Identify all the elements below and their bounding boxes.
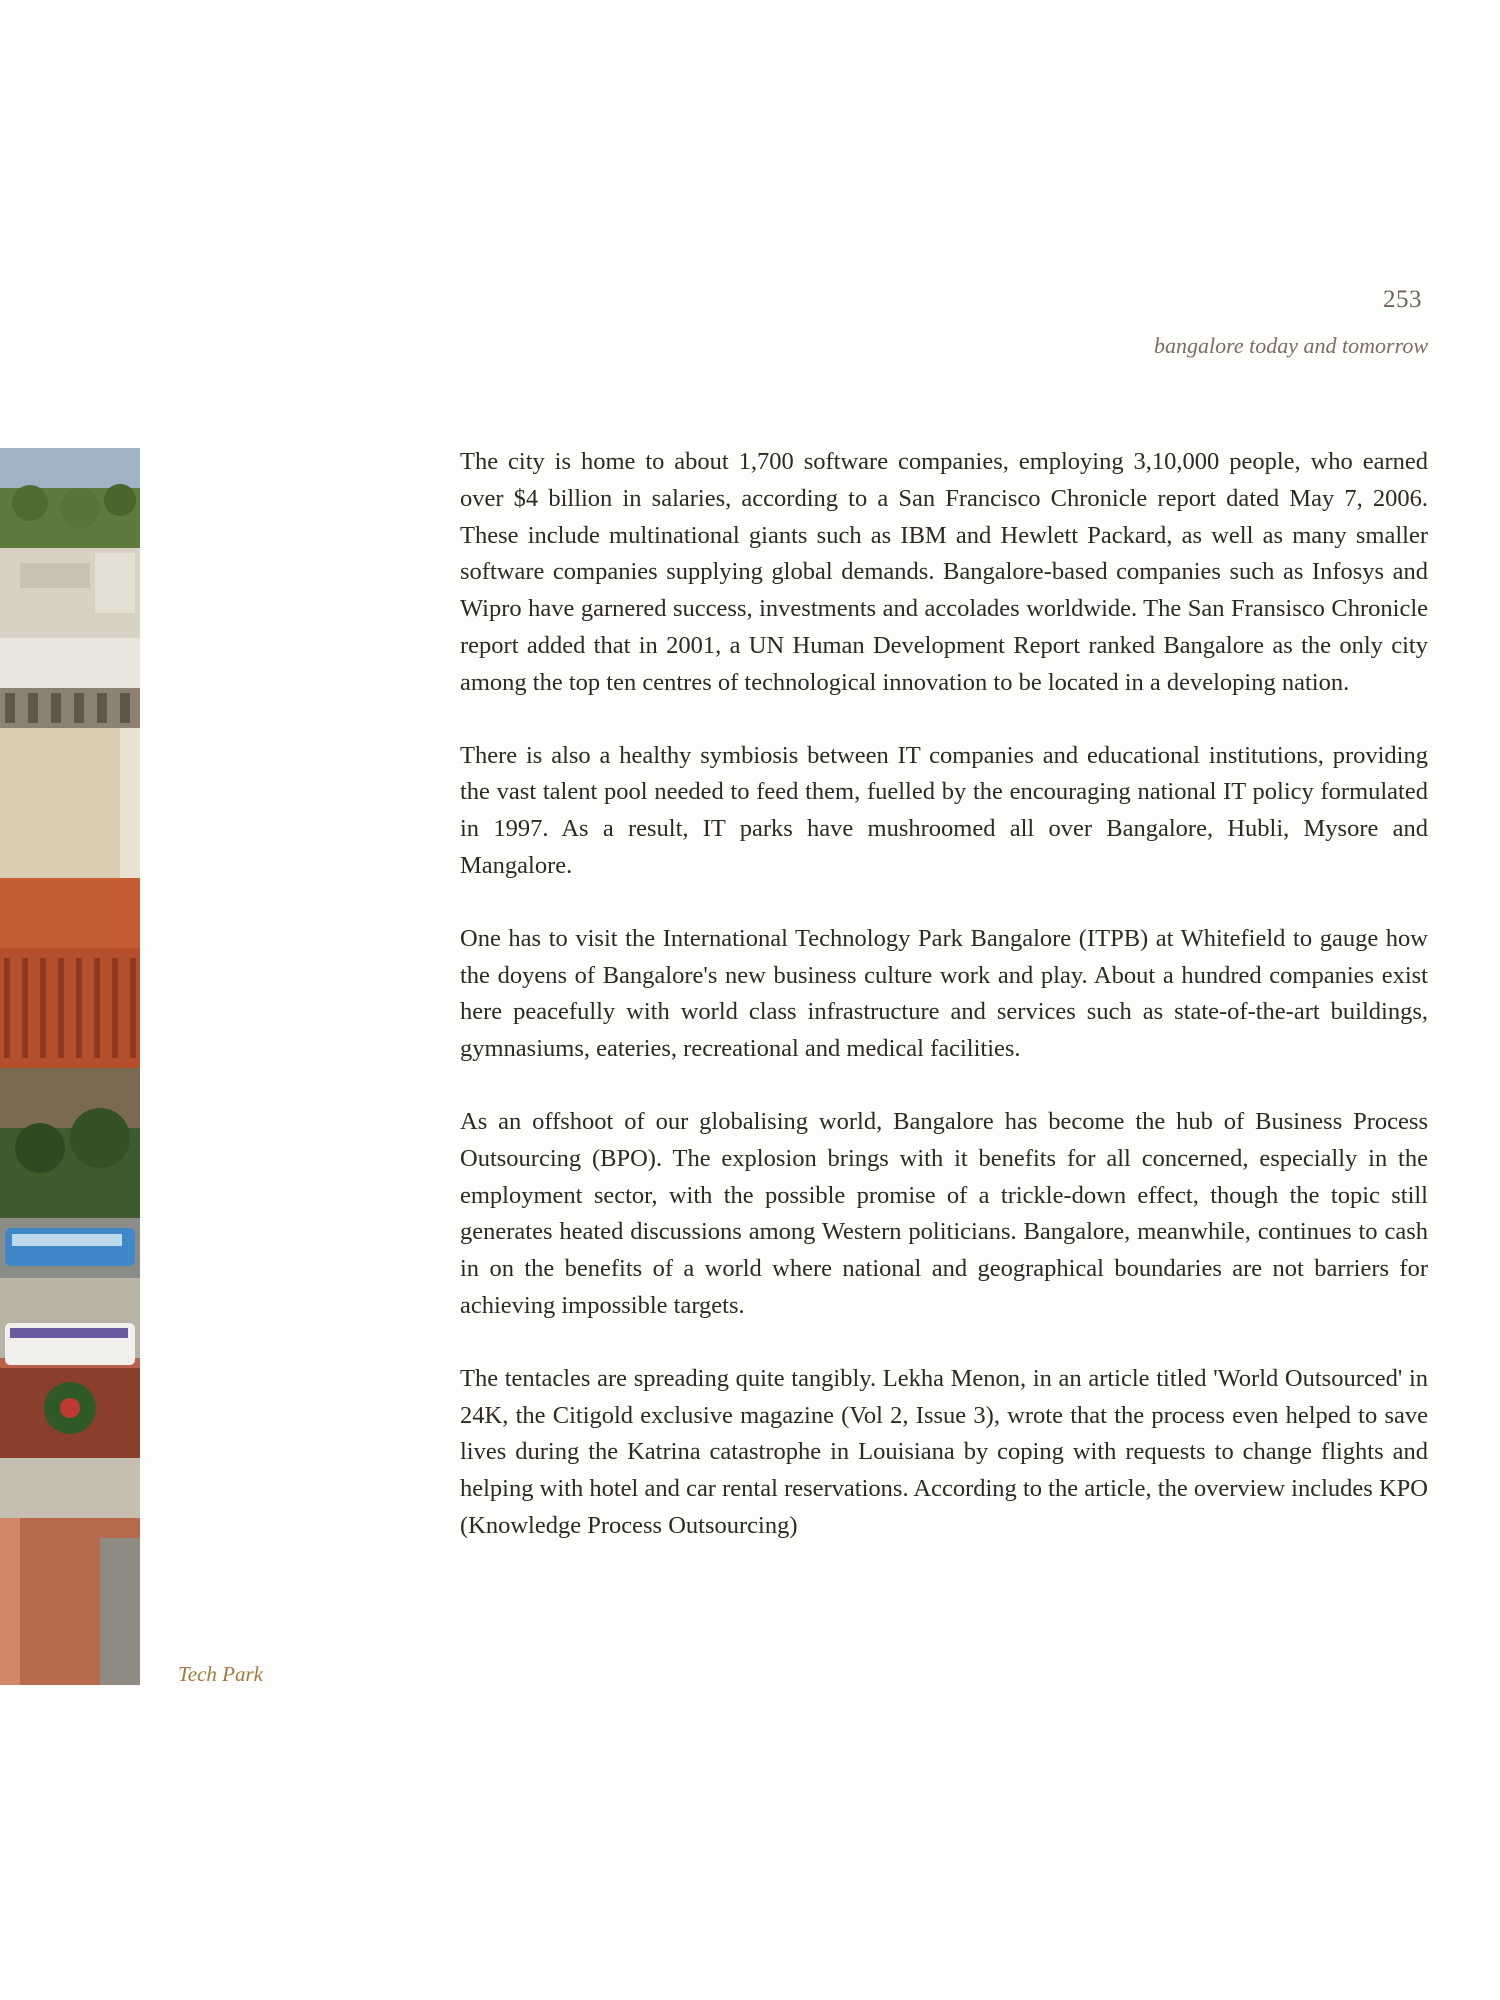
paragraph: As an offshoot of our globalising world, Bangalore has become the hub of Business Process Outsourcing (BPO). The explosion brings with it benefits for all concerned, especially in the employment sector, with the possible promise of a trickle-down effect, though the topic still generates heated discussions among Western politicians. Bangalore, meanwhile, continues to cash in on the benefits of a world where national and geographical boundaries are not barriers for achieving impossible targets. xyxy=(460,1107,1428,1319)
article-body xyxy=(460,444,1428,1581)
photo-caption: Tech Park xyxy=(178,1662,263,1686)
paragraph: The city is home to about 1,700 software companies, employing 3,10,000 people, who earned over $4 billion in salaries, according to a San Francisco Chronicle report dated May 7, 2006. These include multinational giants such as IBM and Hewlett Packard, as well as many smaller software companies supplying global demands. Bangalore-based companies such as Infosys and Wipro have garnered success, investments and accolades worldwide. The San Fransisco Chronicle report added that in 2001, a UN Human Development Report ranked Bangalore as the only city among the top ten centres of technological innovation to be located in a developing nation. xyxy=(460,448,1428,696)
running-head: bangalore today and tomorrow xyxy=(1154,333,1428,358)
paragraph: There is also a healthy symbiosis between IT companies and educational institutions, providing the vast talent pool needed to feed them, fuelled by the encouraging national IT policy formulated in 1997. As a result, IT parks have mushroomed all over Bangalore, Hubli, Mysore and Mangalore. xyxy=(460,741,1428,879)
page-number: 253 xyxy=(1383,286,1422,313)
paragraph: The tentacles are spreading quite tangibly. Lekha Menon, in an article titled 'World Outsourced' in 24K, the Citigold exclusive magazine (Vol 2, Issue 3), wrote that the process even helped to save lives during the Katrina catastrophe in Louisiana by coping with requests to change flights and helping with hotel and car rental reservations. According to the article, the overview includes KPO (Knowledge Process Outsourcing) xyxy=(460,1364,1428,1539)
paragraph: One has to visit the International Technology Park Bangalore (ITPB) at Whitefield to gauge how the doyens of Bangalore's new business culture work and play. About a hundred companies exist here peacefully with world class infrastructure and services such as state-of-the-art buildings, gymnasiums, eateries, recreational and medical facilities. xyxy=(460,924,1428,1063)
tech-park-photo xyxy=(0,448,140,1685)
